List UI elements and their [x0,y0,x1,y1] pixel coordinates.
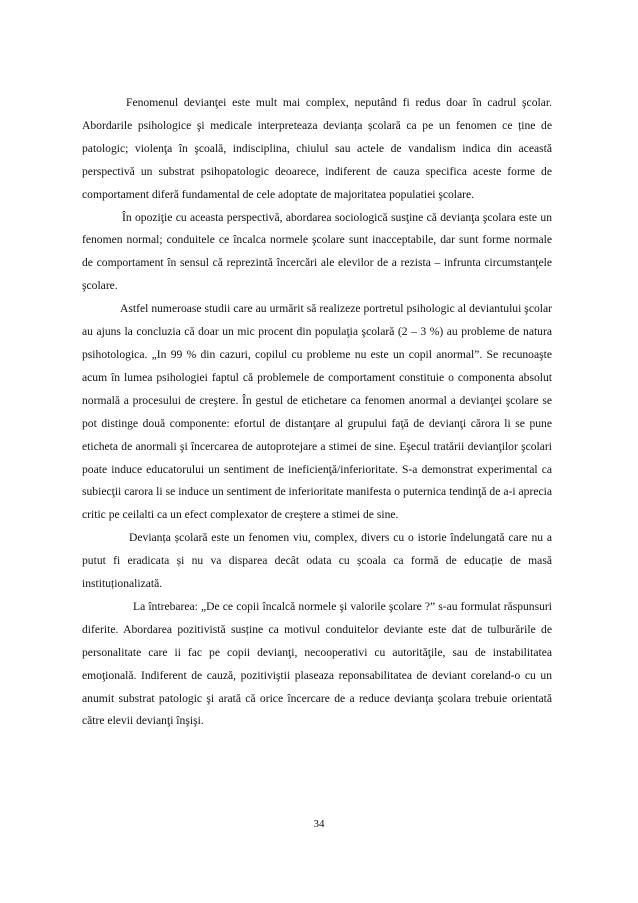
paragraph-positivist-approach: La întrebarea: „De ce copii încalcă normele şi valorile şcolare ?” s-au formulat răspunsuri diferite. Abordarea pozitivistă susține ca motivul conduitelor deviante este dat de tulburările de personalitate care ii fac pe copii devianţi, necooperativi cu autorităţile, sau de instabilitatea emoţională. Indiferent de cauză, pozitiviştii plaseaza reponsabilitatea de deviant coreland-o cu un anumit substrat patologic şi arată că orice încercare de a reduce devianţa şcolara trebuie orientată către elevii devianţi înşişi. [82,599,552,728]
paragraph-deviance-complexity: Fenomenul devianţei este mult mai complex, neputând fi redus doar în cadrul şcolar. Abordarile psihologice şi medicale interpreteaza devianța școlară ca pe un fenomen ce ține de patologic; violenţa în şcoală, indisciplina, chiulul sau actele de vandalism indica din această perspectivă un substrat psihopatologic deoarece, indiferent de cauza specifica aceste forme de comportament diferă fundamental de cele adoptate de majoritatea populatiei şcolare. [82,96,552,201]
page-number: 34 [313,818,325,830]
paragraph-sociological-approach: În opoziţie cu aceasta perspectivă, abordarea sociologică susţine că devianţa şcolara este un fenomen normal; conduitele ce încalca normele şcolare sunt inacceptabile, dar sunt forme normale de comportament în sensul că reprezintă încercări ale elevilor de a rezista – infrunta circumstanţele şcolare. [82,210,552,293]
paragraph-school-deviance-definition: Devianța școlară este un fenomen viu, complex, divers cu o istorie îndelungată care nu a putut fi eradicata și nu va disparea decât odata cu școala ca formă de educație de masă instituționalizată. [82,531,552,591]
paragraph-psychological-portrait: Astfel numeroase studii care au urmărit să realizeze portretul psihologic al deviantului şcolar au ajuns la concluzia că doar un mic procent din populaţia şcolară (2 – 3 %) au probleme de natura psihotologica. „In 99 % din cazuri, copilul cu probleme nu este un copil anormal”. Se recunoaşte acum în lumea psihologiei faptul că problemele de comportament constituie o componenta absolut normală a procesului de creştere. În gestul de etichetare ca fenomen anormal a devianţei şcolare se pot distinge două componente: efortul de distanţare al grupului faţă de devianţi cărora li se pune eticheta de anormali şi încercarea de autoprotejare a stimei de sine. Eşecul tratării devianţilor şcolari poate induce educatorului un sentiment de ineficienţă/inferioritate. S-a demonstrat experimental ca subiecţii carora li se induce un sentiment de inferioritate manifesta o puternica tendinţă de a-i aprecia critic pe ceilalti ca un efect complexator de creştere a stimei de sine. [82,302,552,522]
document-body [82,92,552,733]
